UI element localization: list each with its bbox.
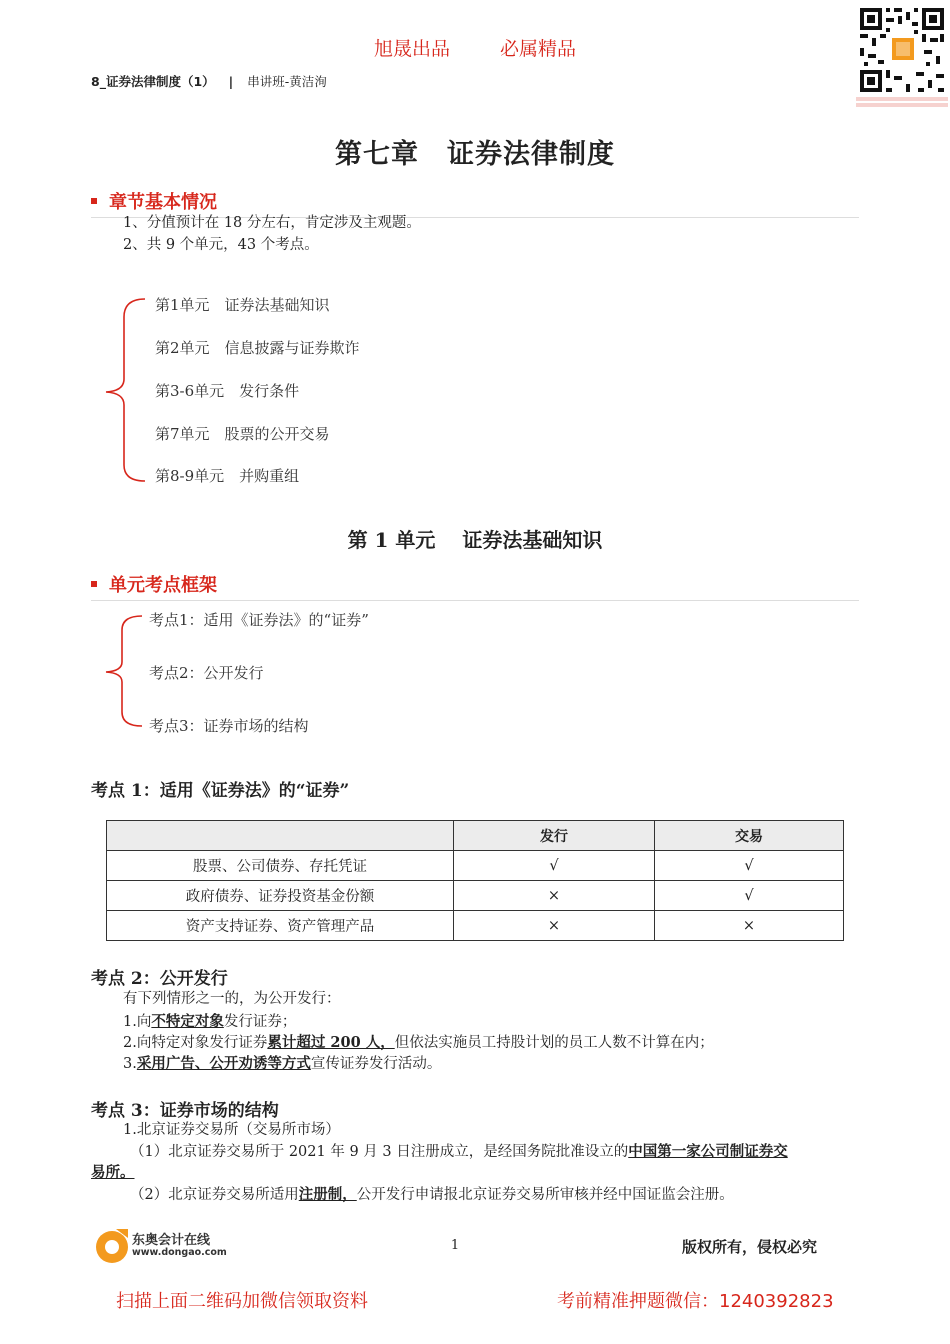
table-cell: 政府债券、证券投资基金份额 (107, 881, 454, 911)
document-header (91, 72, 327, 90)
text-span: 2.向特定对象发行证券 (123, 1035, 268, 1051)
framework-item: 考点1：适用《证券法》的“证券” (149, 611, 369, 629)
text-span: 发行证券； (223, 1014, 297, 1030)
table-row (107, 911, 844, 941)
table-header-cell (107, 821, 454, 851)
text-span: 宣传证券发行活动。 (310, 1056, 442, 1072)
table-header-cell: 发行 (454, 821, 655, 851)
framework-heading-text: 单元考点框架 (109, 575, 217, 596)
overview-line-1: 1、分值预计在 18 分左右，肯定涉及主观题。 (123, 215, 421, 231)
table-cell: √ (454, 851, 655, 881)
text-span: 但依法实施员工持股计划的员工人数不计算在内； (394, 1035, 714, 1051)
kp2-intro: 有下列情形之一的，为公开发行： (123, 991, 341, 1007)
table-header-cell: 交易 (655, 821, 844, 851)
promo-right: 必属精品 (500, 38, 577, 60)
unit-list-item: 第1单元 证券法基础知识 (155, 296, 330, 314)
kp2-heading: 考点 2：公开发行 (91, 969, 228, 989)
text-span: 1.向 (123, 1014, 152, 1030)
table-cell: √ (655, 851, 844, 881)
kp2-item-3 (123, 1053, 441, 1075)
logo-url: www.dongao.com (132, 1247, 227, 1258)
table-row (107, 881, 844, 911)
table-header-row (107, 821, 844, 851)
brace-icon (100, 612, 146, 730)
kp3-line-2 (130, 1141, 788, 1163)
emphasis-text: 易所。 (91, 1164, 135, 1181)
divider (91, 600, 859, 601)
text-span: 公开发行申请报北京证券交易所审核并经中国证监会注册。 (356, 1187, 734, 1203)
overview-line-2: 2、共 9 个单元，43 个考点。 (123, 237, 319, 253)
promo-banner (0, 34, 950, 61)
unit-list-item: 第7单元 股票的公开交易 (155, 425, 330, 443)
unit-list-item: 第2单元 信息披露与证券欺诈 (155, 339, 360, 357)
section-heading-overview (91, 188, 217, 214)
qr-code-image (856, 4, 948, 108)
table-cell: × (454, 911, 655, 941)
table-cell: × (655, 911, 844, 941)
unit-list-item: 第3-6单元 发行条件 (155, 382, 300, 400)
kp3-line-3 (130, 1184, 734, 1206)
emphasis-text: 累计超过 200 人， (267, 1034, 395, 1051)
kp3-line-2-cont (91, 1162, 135, 1184)
framework-item: 考点3：证券市场的结构 (149, 717, 309, 735)
doc-label: 8_证券法律制度（1） (91, 74, 215, 89)
emphasis-text: 中国第一家公司制证券交 (628, 1143, 788, 1160)
table-cell: × (454, 881, 655, 911)
header-separator: | (228, 74, 234, 89)
promo-left: 旭晟出品 (373, 38, 450, 60)
unit-title: 第 1 单元 证券法基础知识 (347, 528, 603, 552)
text-span: 3. (123, 1056, 137, 1072)
table-cell: √ (655, 881, 844, 911)
kp3-heading: 考点 3：证券市场的结构 (91, 1101, 279, 1121)
unit-list-item: 第8-9单元 并购重组 (155, 467, 300, 485)
kp3-line-1: 1.北京证券交易所（交易所市场） (123, 1122, 340, 1138)
qr-promo-text: 扫描上面二维码加微信领取资料 (116, 1291, 368, 1312)
securities-table (106, 820, 844, 941)
course-label: 串讲班-黄洁洵 (247, 74, 327, 89)
text-span: （2）北京证券交易所适用 (130, 1187, 299, 1203)
logo-name: 东奥会计在线 (132, 1233, 211, 1248)
wechat-promo-text: 考前精准押题微信：1240392823 (557, 1291, 834, 1312)
chapter-title: 第七章 证券法律制度 (335, 139, 615, 170)
emphasis-text: 注册制， (298, 1186, 357, 1203)
table-cell: 资产支持证券、资产管理产品 (107, 911, 454, 941)
section-heading-framework (91, 571, 217, 597)
bullet-icon (91, 198, 97, 204)
table-row (107, 851, 844, 881)
table-cell: 股票、公司债券、存托凭证 (107, 851, 454, 881)
kp1-heading: 考点 1：适用《证券法》的“证券” (91, 781, 350, 801)
page-number: 1 (450, 1238, 460, 1253)
kp2-item-1 (123, 1011, 296, 1033)
kp2-item-2 (123, 1032, 714, 1054)
text-span: （1）北京证券交易所于 2021 年 9 月 3 日注册成立，是经国务院批准设立的 (130, 1144, 629, 1160)
bullet-icon (91, 581, 97, 587)
emphasis-text: 不特定对象 (151, 1013, 224, 1030)
framework-item: 考点2：公开发行 (149, 664, 264, 682)
emphasis-text: 采用广告、公开劝诱等方式 (136, 1055, 311, 1072)
overview-heading-text: 章节基本情况 (109, 192, 217, 213)
copyright-notice: 版权所有，侵权必究 (682, 1238, 818, 1256)
brace-icon (100, 295, 150, 485)
